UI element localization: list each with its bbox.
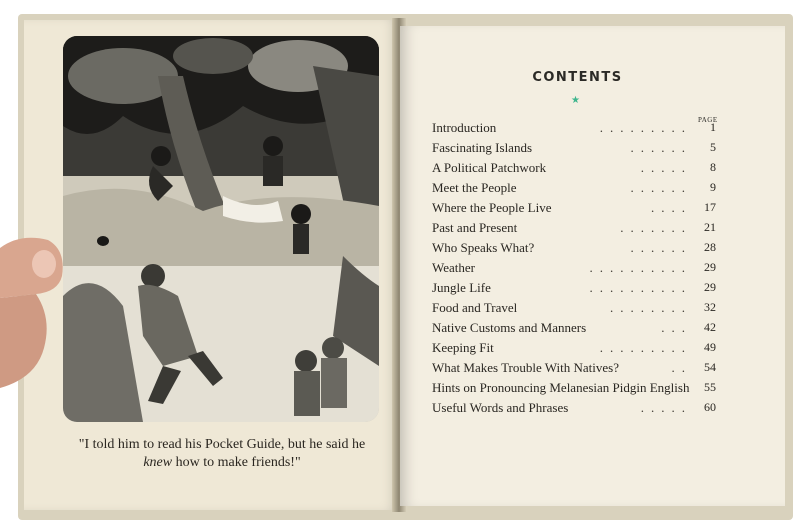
toc-entry-title: Fascinating Islands bbox=[432, 140, 533, 155]
jungle-cartoon-drawing bbox=[63, 36, 379, 422]
toc-leader-dots: ....... bbox=[620, 220, 692, 235]
toc-leader-dots: ... bbox=[661, 320, 692, 335]
toc-entry bbox=[432, 280, 722, 298]
toc-entry bbox=[432, 180, 722, 198]
toc-entry-title: A Political Patchwork bbox=[432, 160, 547, 175]
toc-entry-title: Who Speaks What? bbox=[432, 240, 535, 255]
toc-entry-page: 54 bbox=[704, 360, 716, 374]
toc-entry-title: Weather bbox=[432, 260, 475, 275]
contents-heading: CONTENTS bbox=[532, 70, 623, 85]
thumb-holding-book bbox=[0, 228, 66, 388]
toc-entry-page: 42 bbox=[704, 320, 716, 334]
toc-entry-title: What Makes Trouble With Natives? bbox=[432, 360, 619, 375]
star-ornament-icon: ★ bbox=[571, 95, 580, 106]
toc-entry-page: 5 bbox=[710, 140, 716, 154]
toc-leader-dots: ......... bbox=[599, 120, 692, 135]
toc-entry bbox=[432, 340, 722, 358]
toc-leader-dots: ..... bbox=[640, 400, 692, 415]
caption-line-2-rest: how to make friends!" bbox=[172, 455, 301, 470]
toc-entry-page: 8 bbox=[710, 160, 716, 174]
toc-entry-title: Keeping Fit bbox=[432, 340, 494, 355]
toc-entry-page: 1 bbox=[710, 120, 716, 134]
toc-entry-page: 29 bbox=[704, 260, 716, 274]
toc-entry bbox=[432, 380, 722, 398]
toc-leader-dots: ...... bbox=[630, 240, 692, 255]
caption-emphasis: knew bbox=[143, 455, 173, 470]
page-column-header: PAGE bbox=[698, 116, 718, 124]
toc-entry-title: Past and Present bbox=[432, 220, 518, 235]
toc-entry bbox=[432, 140, 722, 158]
toc-entry bbox=[432, 120, 722, 138]
toc-leader-dots: .... bbox=[651, 200, 692, 215]
toc-entry-page: 49 bbox=[704, 340, 716, 354]
toc-leader-dots: .......... bbox=[589, 260, 692, 275]
toc-leader-dots: ...... bbox=[630, 180, 692, 195]
illustration-caption bbox=[66, 436, 378, 472]
toc-leader-dots: ......... bbox=[599, 340, 692, 355]
toc-leader-dots: ........ bbox=[610, 300, 692, 315]
toc-entry-title: Jungle Life bbox=[432, 280, 491, 295]
toc-entry bbox=[432, 320, 722, 338]
toc-entry-page: 9 bbox=[710, 180, 716, 194]
toc-entry-title: Food and Travel bbox=[432, 300, 518, 315]
toc-entry bbox=[432, 400, 722, 418]
toc-entry bbox=[432, 260, 722, 278]
toc-entry-page: 17 bbox=[704, 200, 716, 214]
toc-entry-title: Where the People Live bbox=[432, 200, 552, 215]
toc-entry-title: Introduction bbox=[432, 120, 497, 135]
toc-entry-page: 29 bbox=[704, 280, 716, 294]
toc-entry bbox=[432, 220, 722, 238]
caption-line-2 bbox=[66, 454, 378, 472]
jungle-illustration bbox=[63, 36, 379, 422]
caption-line-1: "I told him to read his Pocket Guide, but he said he bbox=[78, 437, 366, 452]
toc-entry-page: 21 bbox=[704, 220, 716, 234]
toc-leader-dots: .......... bbox=[589, 280, 692, 295]
toc-entry-title: Meet the People bbox=[432, 180, 517, 195]
toc-entry-page: 28 bbox=[704, 240, 716, 254]
toc-leader-dots: ...... bbox=[630, 140, 692, 155]
toc-entry-title: Native Customs and Manners bbox=[432, 320, 587, 335]
toc-entry-title: Hints on Pronouncing Melanesian Pidgin English bbox=[432, 380, 690, 395]
toc-entry bbox=[432, 240, 722, 258]
toc-entry bbox=[432, 160, 722, 178]
toc-entry-page: 32 bbox=[704, 300, 716, 314]
toc-entry-title: Useful Words and Phrases bbox=[432, 400, 569, 415]
toc-leader-dots: ..... bbox=[640, 160, 692, 175]
toc-entry bbox=[432, 200, 722, 218]
toc-entry bbox=[432, 360, 722, 378]
toc-entry-page: 55 bbox=[704, 380, 716, 394]
toc-leader-dots: .. bbox=[671, 360, 692, 375]
toc-entry bbox=[432, 300, 722, 318]
toc-entry-page: 60 bbox=[704, 400, 716, 414]
